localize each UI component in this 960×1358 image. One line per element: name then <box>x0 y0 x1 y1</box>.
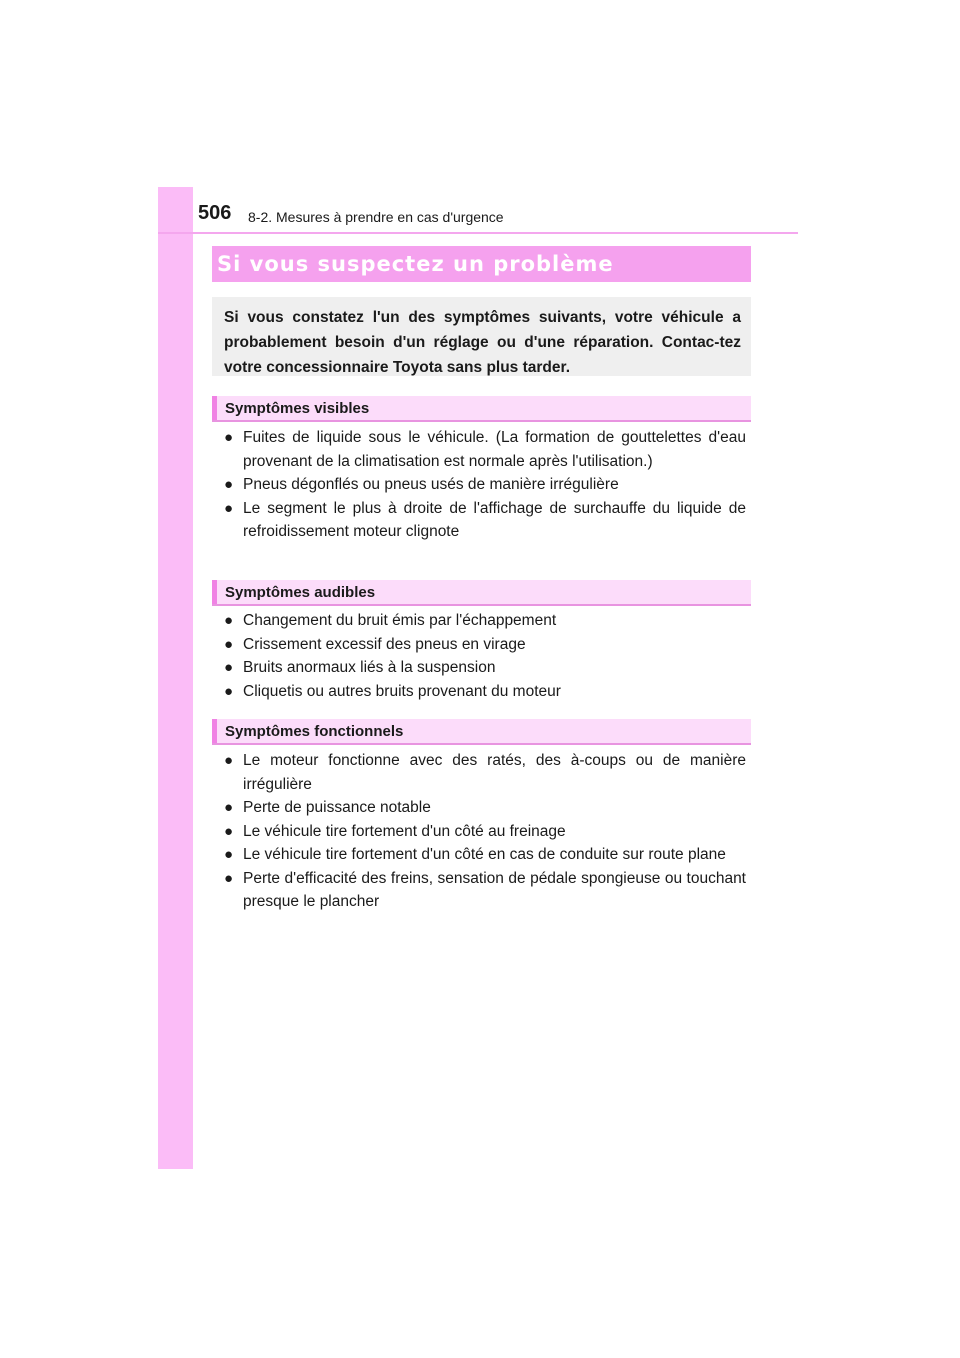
list-item <box>212 867 751 914</box>
section-heading-marker <box>212 396 217 420</box>
section-heading-audible <box>212 580 751 606</box>
list-item-text: Bruits anormaux liés à la suspension <box>243 659 496 676</box>
section-heading-marker <box>212 719 217 743</box>
section-heading-label: Symptômes visibles <box>225 399 370 417</box>
list-item-text: Le segment le plus à droite de l'affichage de surchauffe du liquide de refroidissement moteur clignote <box>243 499 746 540</box>
bullet-icon: ● <box>224 429 234 446</box>
section-heading-label: Symptômes audibles <box>225 583 376 601</box>
list-item-text: Perte d'efficacité des freins, sensation de pédale spongieuse ou touchant presque le plancher <box>243 869 746 910</box>
list-item-text: Perte de puissance notable <box>243 799 431 816</box>
chapter-side-tab <box>158 187 193 1169</box>
bullet-icon: ● <box>224 635 234 653</box>
list-item <box>212 426 751 473</box>
list-item-text: Crissement excessif des pneus en virage <box>243 635 526 653</box>
list-item <box>212 796 751 820</box>
section-heading-marker <box>212 580 217 604</box>
chapter-title: 8-2. Mesures à prendre en cas d'urgence <box>248 209 504 225</box>
list-item-text: Cliquetis ou autres bruits provenant du moteur <box>243 682 561 700</box>
header-rule <box>158 232 798 234</box>
section-heading-visible <box>212 396 751 422</box>
bullet-icon: ● <box>224 476 234 493</box>
list-item <box>212 473 751 497</box>
bullet-icon: ● <box>224 869 234 887</box>
intro-text: Si vous constatez l'un des symptômes suivants, votre véhicule a probablement besoin d'un réglage ou d'une réparation. Contac-tez votre concessionnaire Toyota sans plus tarder. <box>224 309 741 376</box>
list-item-text: Pneus dégonflés ou pneus usés de manière irrégulière <box>243 476 619 493</box>
list-item <box>212 820 751 844</box>
list-item <box>212 633 751 657</box>
list-item-text: Le moteur fonctionne avec des ratés, des à-coups ou de manière irrégulière <box>243 752 746 793</box>
bullet-icon: ● <box>224 799 234 816</box>
list-item-text: Changement du bruit émis par l'échappement <box>243 612 557 629</box>
list-item <box>212 656 751 680</box>
bullet-icon: ● <box>224 846 234 863</box>
section-heading-functional <box>212 719 751 745</box>
list-item-text: Le véhicule tire fortement d'un côté au freinage <box>243 822 566 840</box>
list-visible-symptoms <box>212 426 751 544</box>
list-item-text: Le véhicule tire fortement d'un côté en cas de conduite sur route plane <box>243 846 726 863</box>
list-item <box>212 843 751 867</box>
list-item <box>212 749 751 796</box>
bullet-icon: ● <box>224 822 234 840</box>
bullet-icon: ● <box>224 752 234 769</box>
list-item <box>212 497 751 544</box>
section-title-band <box>212 246 751 282</box>
bullet-icon: ● <box>224 659 234 676</box>
page-number: 506 <box>198 202 232 224</box>
intro-box <box>212 297 751 376</box>
list-item <box>212 609 751 633</box>
section-title: Si vous suspectez un problème <box>217 252 614 276</box>
list-item <box>212 680 751 704</box>
list-item-text: Fuites de liquide sous le véhicule. (La formation de gouttelettes d'eau provenant de la climatisation est normale après l'utilisation.) <box>243 429 746 470</box>
list-functional-symptoms <box>212 749 751 914</box>
bullet-icon: ● <box>224 612 234 629</box>
bullet-icon: ● <box>224 499 234 517</box>
list-audible-symptoms <box>212 609 751 703</box>
section-heading-label: Symptômes fonctionnels <box>225 722 404 740</box>
bullet-icon: ● <box>224 682 234 700</box>
